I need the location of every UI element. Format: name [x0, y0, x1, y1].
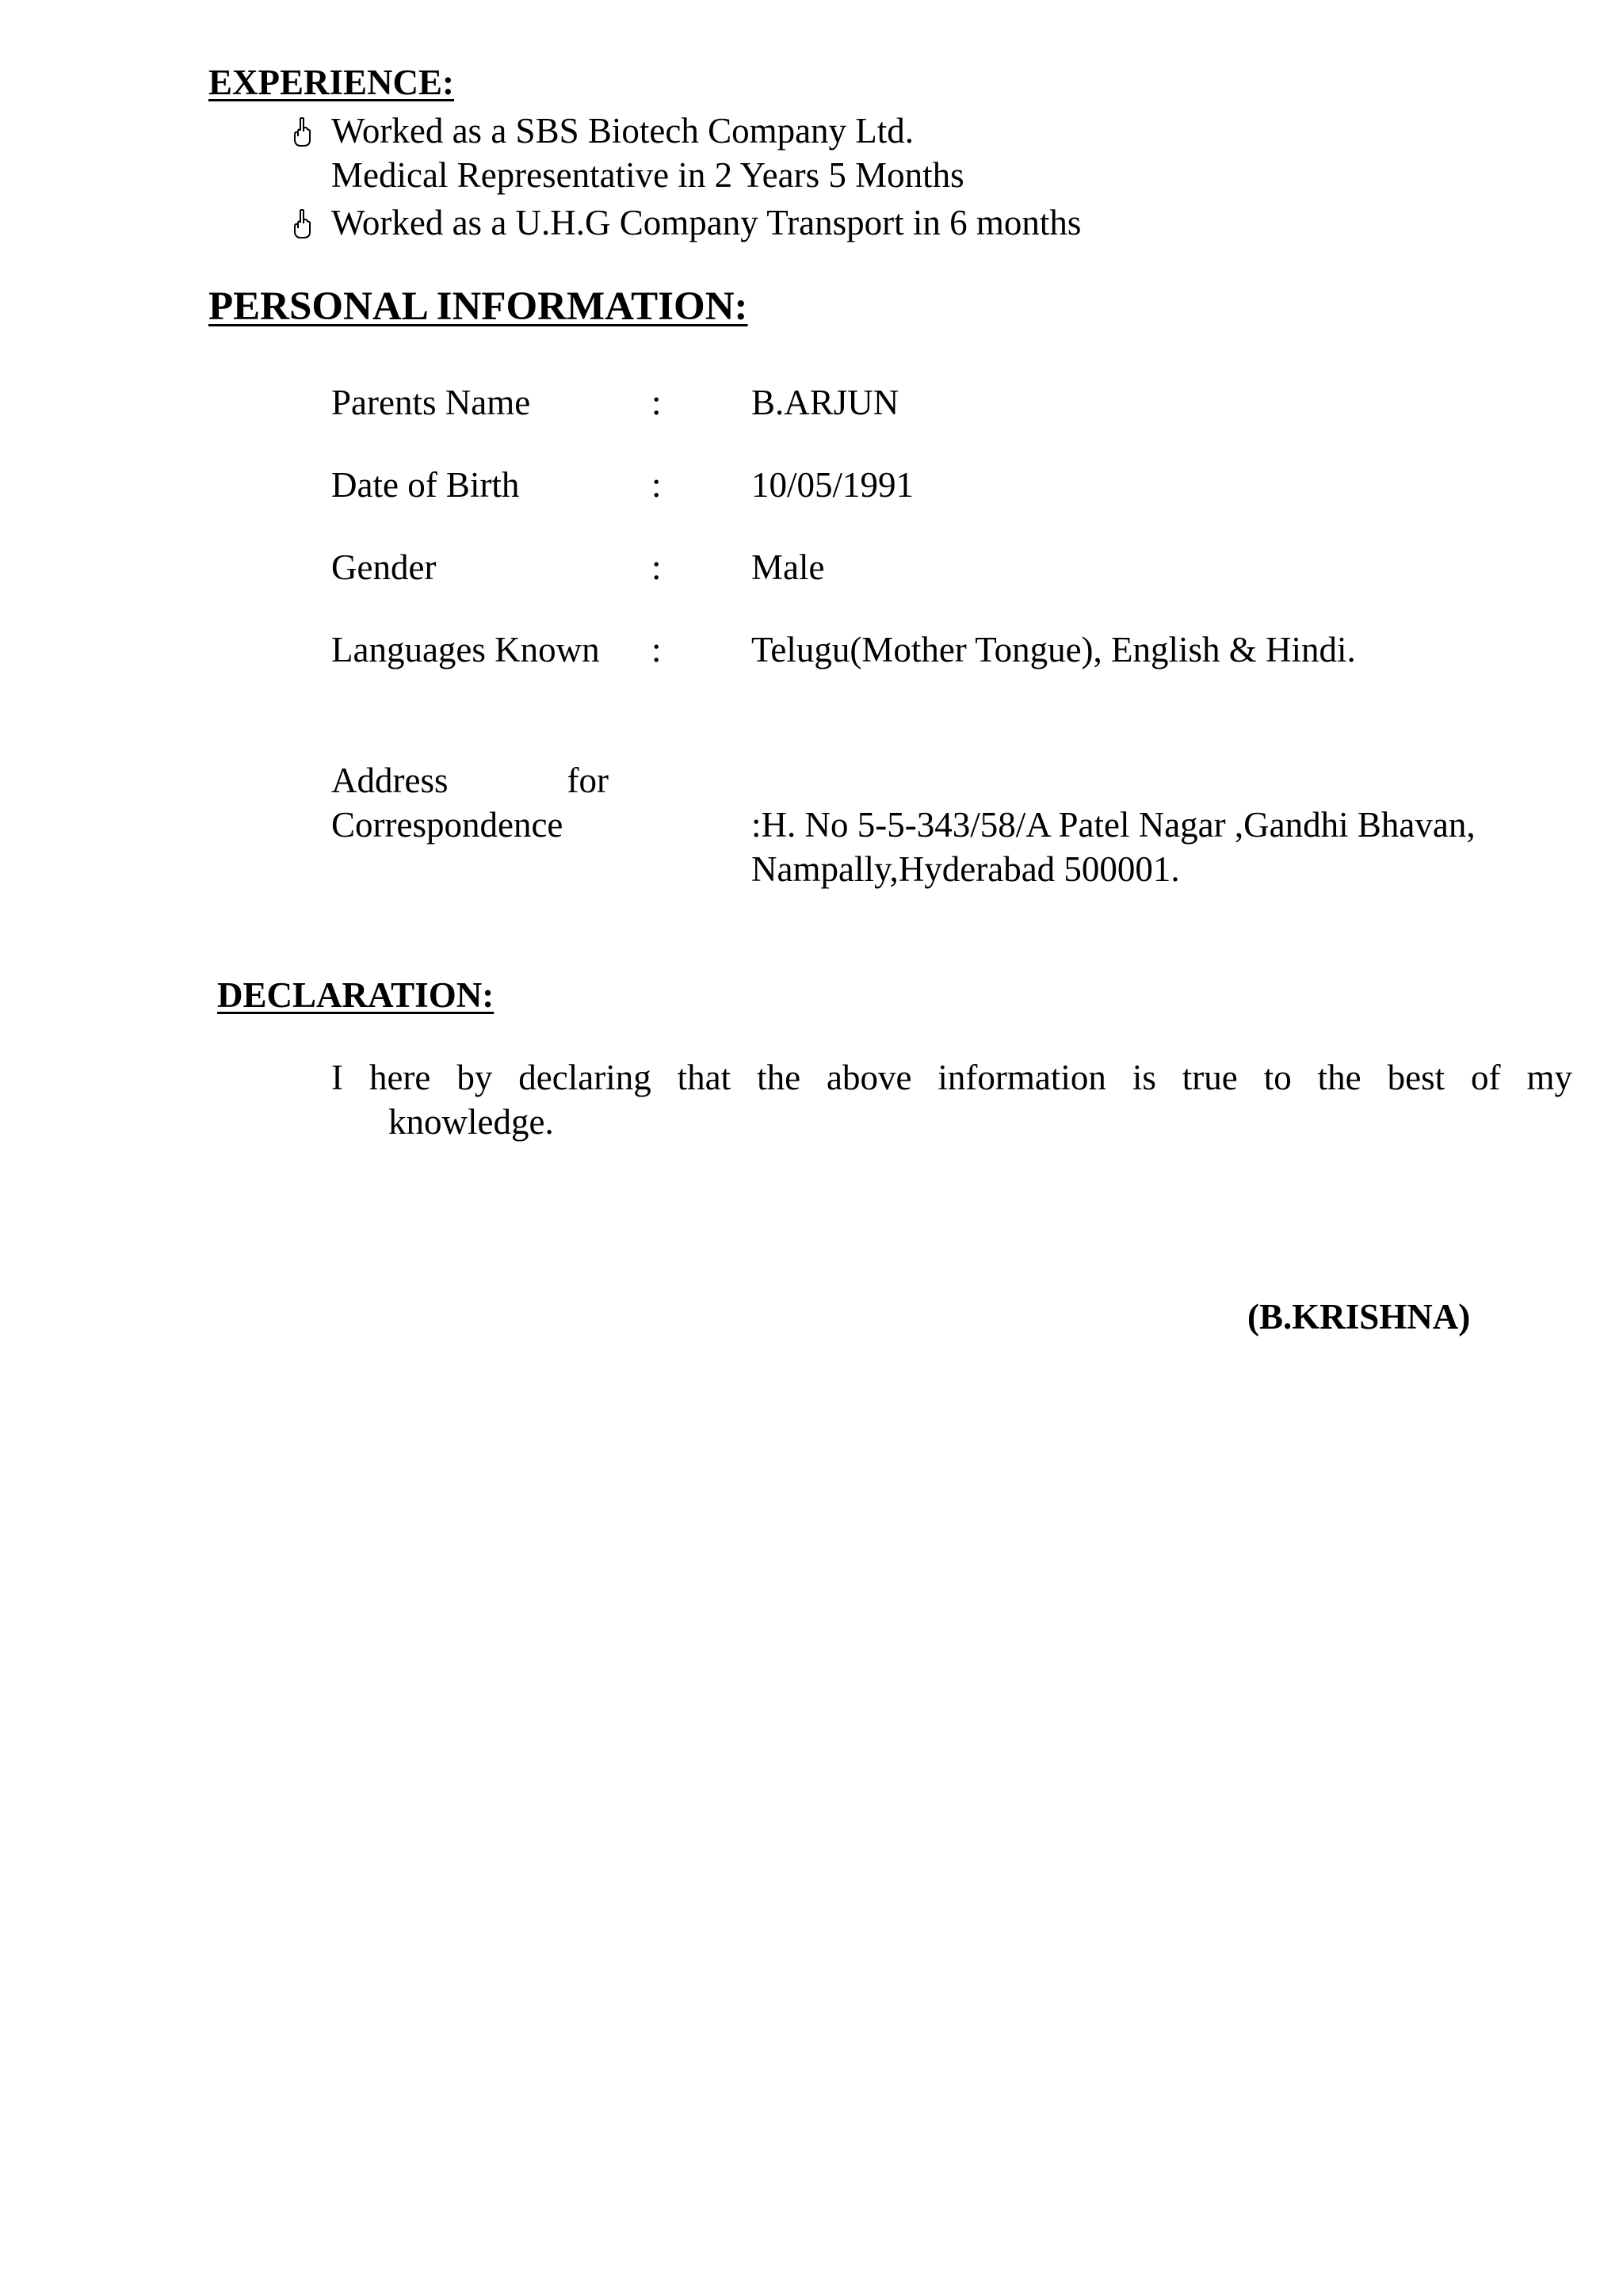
- pointing-hand-icon: [292, 117, 312, 147]
- field-label-languages-known: Languages Known: [331, 630, 600, 669]
- experience-item-1-line1: Worked as a SBS Biotech Company Ltd.: [331, 111, 915, 151]
- field-separator: :: [651, 383, 662, 422]
- personal-information-heading: PERSONAL INFORMATION:: [208, 284, 748, 329]
- signature-name: (B.KRISHNA): [1247, 1297, 1471, 1337]
- experience-item-2-line1: Worked as a U.H.G Company Transport in 6 months: [331, 203, 1082, 242]
- pointing-hand-icon: [292, 209, 312, 239]
- declaration-text-line2: knowledge.: [388, 1102, 554, 1142]
- field-separator: :: [651, 630, 662, 669]
- field-value-date-of-birth: 10/05/1991: [751, 465, 915, 505]
- address-value-line1: :H. No 5-5-343/58/A Patel Nagar ,Gandhi Bhavan,: [751, 805, 1476, 845]
- field-label-parents-name: Parents Name: [331, 383, 531, 422]
- field-value-languages-known: Telugu(Mother Tongue), English & Hindi.: [751, 630, 1356, 669]
- field-separator: :: [651, 465, 662, 505]
- field-value-parents-name: B.ARJUN: [751, 383, 899, 422]
- address-label-line2: Correspondence: [331, 805, 563, 845]
- field-label-date-of-birth: Date of Birth: [331, 465, 520, 505]
- experience-heading: EXPERIENCE:: [208, 63, 455, 102]
- address-value-line2: Nampally,Hyderabad 500001.: [751, 849, 1180, 889]
- declaration-text: [331, 1055, 1572, 1144]
- experience-item-1-line2: Medical Representative in 2 Years 5 Months: [331, 155, 964, 195]
- address-label: [331, 758, 609, 847]
- field-value-gender: Male: [751, 547, 825, 587]
- field-label-gender: Gender: [331, 547, 437, 587]
- address-label-line1: Address for: [331, 761, 609, 800]
- field-separator: :: [651, 547, 662, 587]
- declaration-heading: DECLARATION:: [217, 975, 495, 1015]
- declaration-text-line1: I here by declaring that the above information is true to the best of my: [331, 1058, 1572, 1097]
